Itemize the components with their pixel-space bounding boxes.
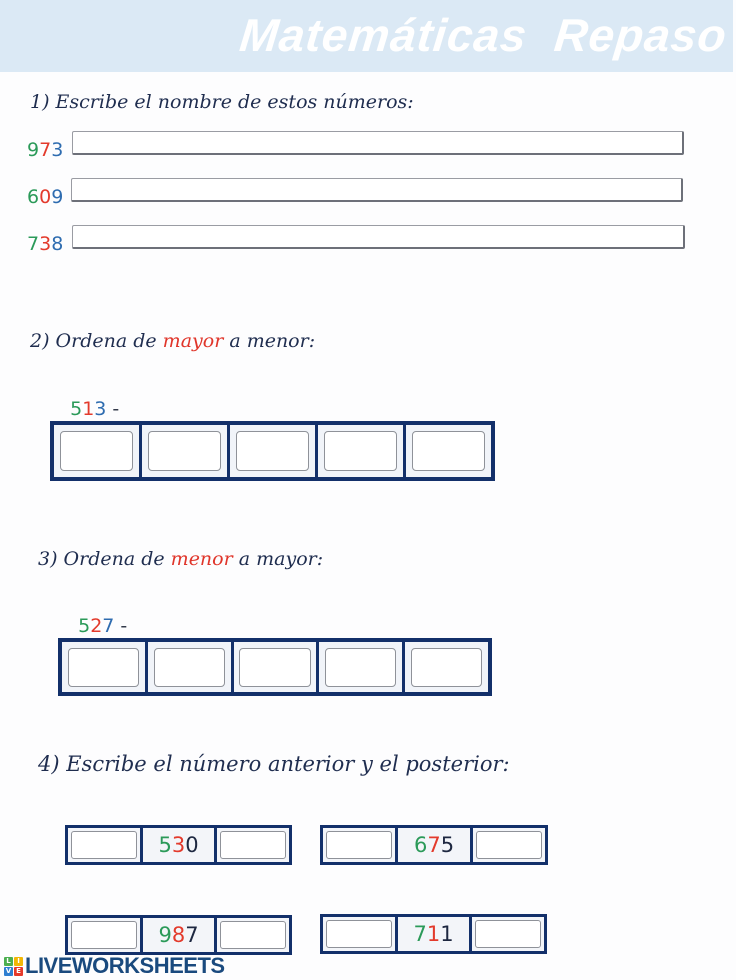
before-slot xyxy=(68,828,143,862)
q3-answer-input-0[interactable] xyxy=(68,648,139,687)
q4-pair-0 xyxy=(65,825,292,865)
digit-hundreds: 6 xyxy=(27,186,40,208)
header-band xyxy=(0,0,733,72)
digit-tens: 3 xyxy=(171,833,186,857)
q3-answer-input-3[interactable] xyxy=(325,648,396,687)
heading-text: a menor: xyxy=(223,330,316,352)
q2-answer-cell-1 xyxy=(142,425,230,477)
q4-before-input-3[interactable] xyxy=(326,920,392,948)
digit-tens: 7 xyxy=(427,833,441,857)
before-slot xyxy=(323,917,398,951)
q2-answer-input-3[interactable] xyxy=(324,431,397,472)
q4-before-input-0[interactable] xyxy=(71,831,137,859)
q1-number-2 xyxy=(27,233,63,255)
digit-tens: 8 xyxy=(171,923,186,947)
digit-units: 5 xyxy=(440,833,455,857)
heading-text: 3) Ordena de xyxy=(38,548,171,570)
heading-text: 2) Ordena de xyxy=(30,330,163,352)
q2-answer-input-2[interactable] xyxy=(236,431,309,472)
q1-heading: 1) Escribe el nombre de estos números: xyxy=(30,91,414,113)
separator: - xyxy=(106,398,126,420)
logo-letter: E xyxy=(14,967,23,976)
digit-hundreds: 9 xyxy=(27,139,40,161)
q4-pair-2 xyxy=(65,915,292,955)
separator: - xyxy=(114,615,134,637)
q4-pair-1 xyxy=(320,825,548,865)
digit-hundreds: 7 xyxy=(413,922,427,946)
digit-tens: 1 xyxy=(426,922,441,946)
q1-answer-input-0[interactable] xyxy=(72,131,684,155)
heading-text: a mayor: xyxy=(232,548,324,570)
q4-pair-3 xyxy=(320,914,547,954)
logo-letter: I xyxy=(14,957,23,966)
q4-given-number-2 xyxy=(143,918,218,952)
q3-answer-cell-0 xyxy=(62,642,148,692)
logo-letter: L xyxy=(4,957,13,966)
q2-answer-cell-0 xyxy=(54,425,142,477)
logo-text: LIVEWORKSHEETS xyxy=(25,953,225,978)
q4-given-number-3 xyxy=(398,917,473,951)
q1-number-1 xyxy=(27,186,63,208)
q4-before-input-2[interactable] xyxy=(71,921,137,949)
digit-tens: 7 xyxy=(39,139,52,161)
digit-hundreds: 5 xyxy=(158,833,172,857)
q3-answer-cell-1 xyxy=(148,642,234,692)
digit-units: 0 xyxy=(185,833,199,857)
q3-answer-cell-2 xyxy=(234,642,320,692)
q4-heading: 4) Escribe el número anterior y el posterior: xyxy=(38,752,510,776)
q4-after-input-2[interactable] xyxy=(220,921,286,949)
digit-units: 9 xyxy=(51,186,64,208)
heading-accent: menor xyxy=(170,548,233,570)
q4-after-input-0[interactable] xyxy=(220,831,286,859)
q4-after-input-3[interactable] xyxy=(475,920,541,948)
q3-answer-input-2[interactable] xyxy=(239,648,310,687)
liveworksheets-logo[interactable] xyxy=(4,953,225,979)
digit-units: 1 xyxy=(440,922,454,946)
q4-before-input-1[interactable] xyxy=(326,831,392,859)
before-slot xyxy=(323,828,398,862)
after-slot xyxy=(217,918,289,952)
digit-hundreds: 6 xyxy=(413,833,428,857)
q3-answer-frame xyxy=(58,638,492,696)
q4-after-input-1[interactable] xyxy=(476,831,542,859)
q2-number-0: 513 xyxy=(70,398,107,420)
q2-answer-input-1[interactable] xyxy=(148,431,221,472)
q3-answer-input-1[interactable] xyxy=(154,648,225,687)
q2-answer-input-0[interactable] xyxy=(60,431,133,472)
q2-answer-cell-4 xyxy=(406,425,491,477)
digit-units: 3 xyxy=(51,139,64,161)
after-slot xyxy=(472,917,544,951)
after-slot xyxy=(473,828,545,862)
q1-answer-input-2[interactable] xyxy=(72,225,685,249)
page-title: Matemáticas Repaso xyxy=(237,9,730,61)
digit-hundreds: 9 xyxy=(158,923,172,947)
q4-given-number-0 xyxy=(143,828,218,862)
q2-answer-cell-3 xyxy=(318,425,406,477)
digit-hundreds: 7 xyxy=(27,233,40,255)
heading-accent: mayor xyxy=(162,330,224,352)
digit-tens: 3 xyxy=(39,233,52,255)
q1-answer-input-1[interactable] xyxy=(71,178,683,202)
q2-answer-input-4[interactable] xyxy=(412,431,485,472)
q3-answer-input-4[interactable] xyxy=(411,648,482,687)
q4-given-number-1 xyxy=(398,828,473,862)
q3-answer-cell-4 xyxy=(405,642,488,692)
q3-number-0: 527 xyxy=(78,615,115,637)
q2-answer-frame xyxy=(50,421,495,481)
digit-tens: 0 xyxy=(39,186,52,208)
q3-answer-cell-3 xyxy=(319,642,405,692)
q1-number-0 xyxy=(27,139,63,161)
before-slot xyxy=(68,918,143,952)
after-slot xyxy=(217,828,289,862)
q2-heading xyxy=(30,330,315,352)
digit-units: 7 xyxy=(185,923,199,947)
logo-icon xyxy=(4,957,23,976)
digit-units: 8 xyxy=(51,233,64,255)
logo-letter: V xyxy=(5,967,12,975)
q2-answer-cell-2 xyxy=(230,425,318,477)
q3-heading xyxy=(38,548,323,570)
